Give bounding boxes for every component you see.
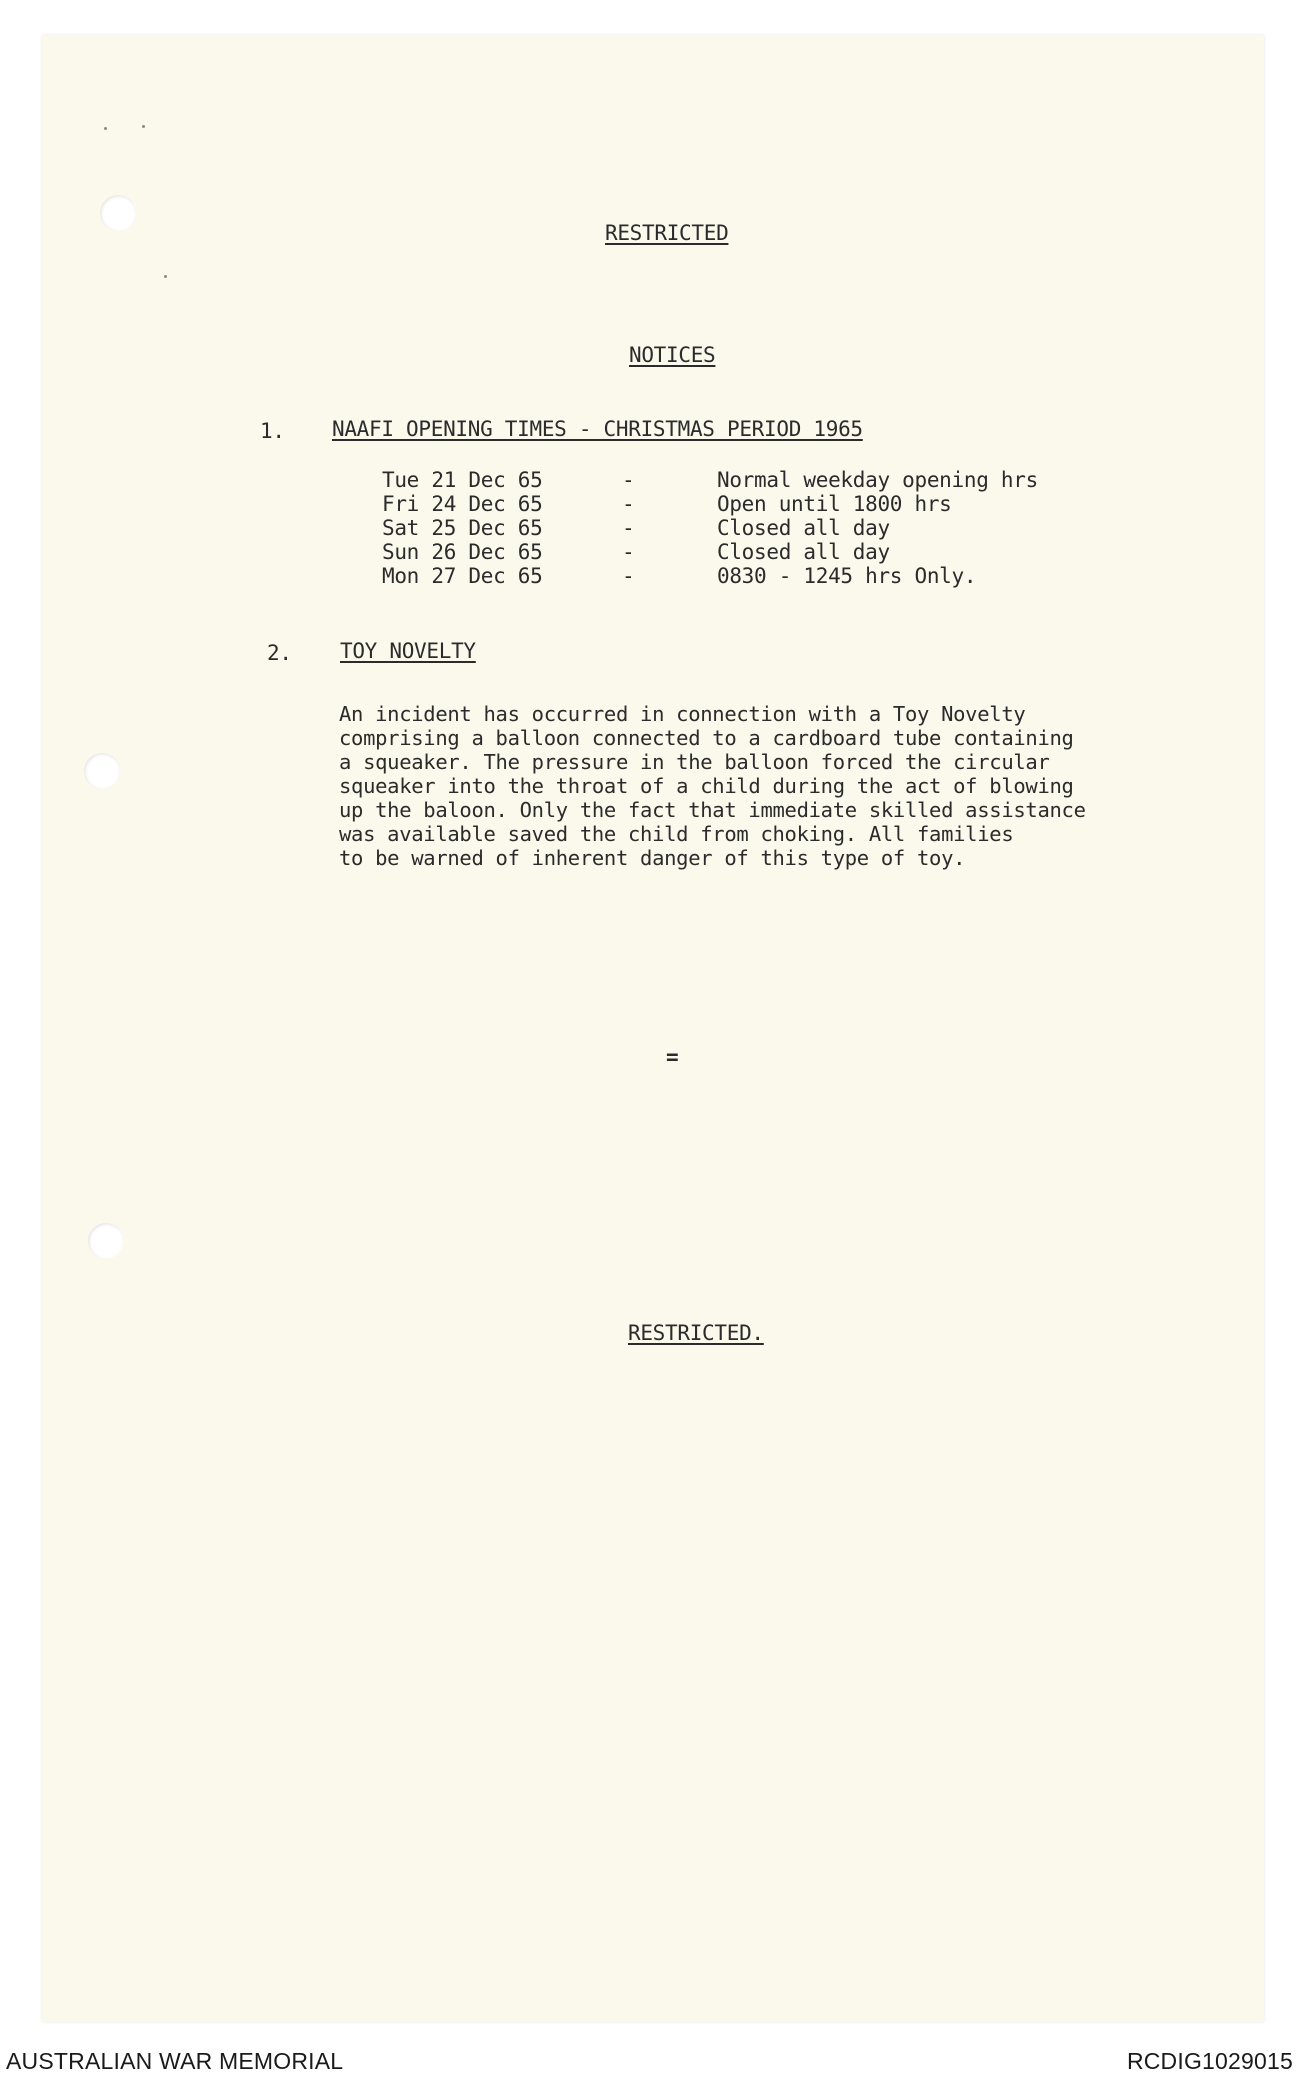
paragraph-line: was available saved the child from choking. All families — [339, 822, 1014, 846]
schedule-dash: - — [622, 468, 635, 492]
item-title: NAAFI OPENING TIMES - CHRISTMAS PERIOD 1965 — [332, 417, 863, 441]
schedule-row — [42, 542, 1264, 566]
schedule-date: Fri 24 Dec 65 — [382, 492, 543, 516]
schedule-row — [42, 494, 1264, 518]
paper-speck — [142, 125, 145, 128]
schedule-date: Sat 25 Dec 65 — [382, 516, 543, 540]
classification-top: RESTRICTED — [605, 221, 729, 245]
paragraph-line: squeaker into the throat of a child during the act of blowing — [339, 774, 1074, 798]
schedule-desc: Open until 1800 hrs — [717, 492, 952, 516]
paragraph-line: comprising a balloon connected to a cardboard tube containing — [339, 726, 1074, 750]
schedule-date: Mon 27 Dec 65 — [382, 564, 543, 588]
paper-speck — [164, 275, 167, 278]
schedule-date: Tue 21 Dec 65 — [382, 468, 543, 492]
footer-left-credit: AUSTRALIAN WAR MEMORIAL — [6, 2048, 344, 2074]
punch-hole — [84, 753, 120, 789]
paragraph-line: a squeaker. The pressure in the balloon forced the circular — [339, 750, 1050, 774]
item-number: 2. — [267, 641, 292, 665]
schedule-dash: - — [622, 516, 635, 540]
footer-right-id: RCDIG1029015 — [1126, 2048, 1293, 2074]
schedule-row — [42, 566, 1264, 590]
classification-bottom: RESTRICTED. — [628, 1321, 764, 1345]
document-page — [42, 35, 1264, 2022]
item-title: TOY NOVELTY — [340, 639, 476, 663]
schedule-dash: - — [622, 492, 635, 516]
paper-speck — [104, 127, 107, 130]
paragraph-line: An incident has occurred in connection with a Toy Novelty — [339, 702, 1026, 726]
schedule-dash: - — [622, 564, 635, 588]
punch-hole — [88, 1223, 124, 1259]
end-mark: = — [666, 1045, 679, 1069]
schedule-row — [42, 518, 1264, 542]
punch-hole — [100, 195, 136, 231]
schedule-dash: - — [622, 540, 635, 564]
notices-heading: NOTICES — [629, 343, 716, 367]
schedule-desc: Normal weekday opening hrs — [717, 468, 1038, 492]
schedule-row — [42, 470, 1264, 494]
paragraph-line: to be warned of inherent danger of this type of toy. — [339, 846, 966, 870]
schedule-desc: 0830 - 1245 hrs Only. — [717, 564, 977, 588]
toy-novelty-paragraph — [339, 702, 1169, 870]
paragraph-line: up the baloon. Only the fact that immediate skilled assistance — [339, 798, 1086, 822]
schedule-date: Sun 26 Dec 65 — [382, 540, 543, 564]
item-number: 1. — [260, 419, 285, 443]
schedule-desc: Closed all day — [717, 516, 890, 540]
schedule-desc: Closed all day — [717, 540, 890, 564]
